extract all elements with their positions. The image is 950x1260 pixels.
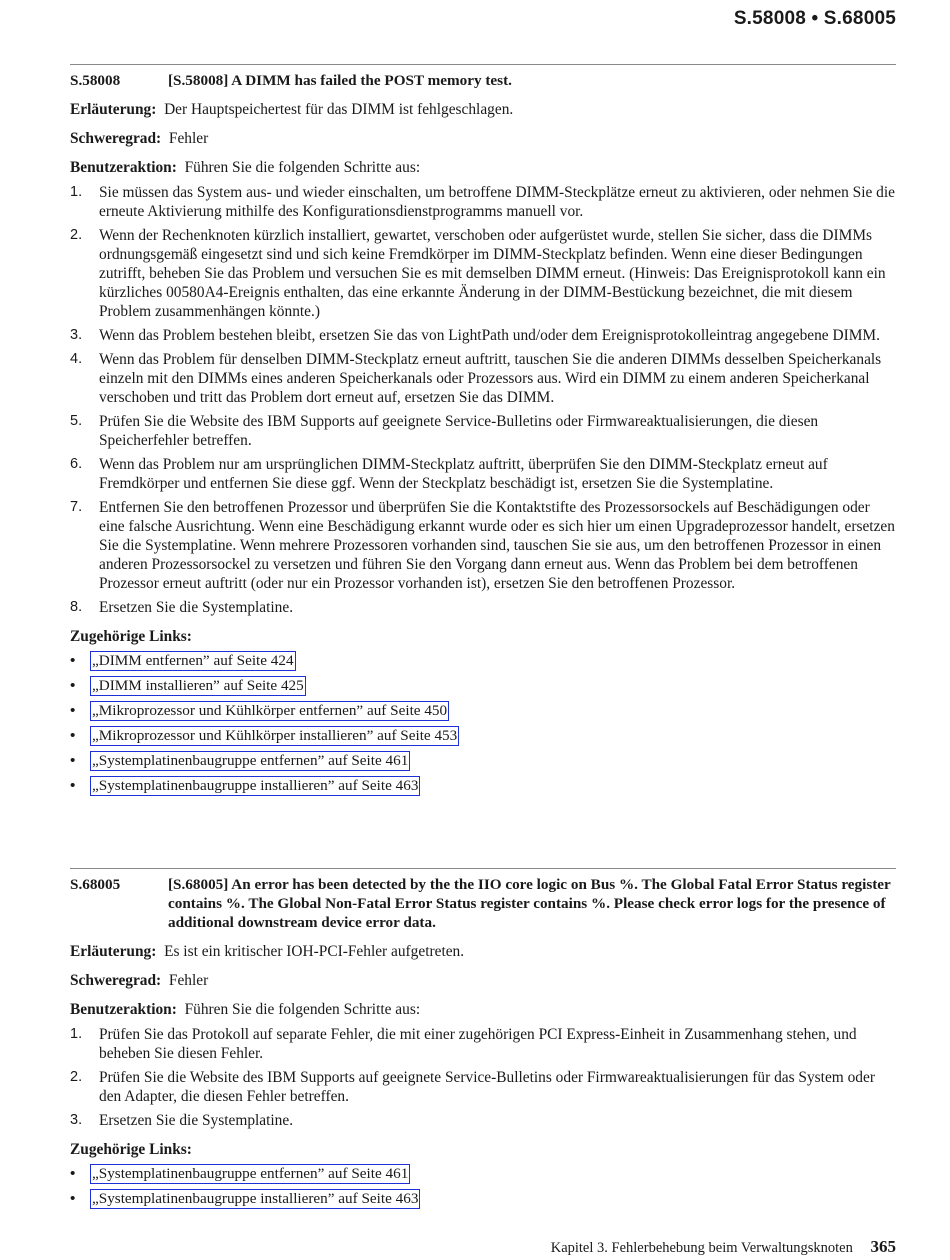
step-number: 2. [70, 227, 83, 243]
action-steps [70, 183, 896, 617]
explanation-text: Es ist ein kritischer IOH-PCI-Fehler aufgetreten. [164, 943, 465, 960]
related-links-heading: Zugehörige Links: [70, 1141, 192, 1158]
step-text: Ersetzen Sie die Systemplatine. [99, 599, 294, 616]
bullet-icon: • [70, 1165, 76, 1182]
list-item [70, 1111, 896, 1130]
list-item [70, 651, 896, 671]
list-item [70, 1025, 896, 1063]
footer-chapter: Kapitel 3. Fehlerbehebung beim Verwaltungsknoten [550, 1240, 853, 1256]
page-number: 365 [870, 1237, 896, 1256]
step-number: 5. [70, 413, 83, 429]
message-heading [70, 875, 896, 932]
explanation-label: Erläuterung: [70, 101, 157, 118]
user-action-label: Benutzeraktion: [70, 159, 177, 176]
message-heading [70, 71, 896, 90]
step-text: Wenn der Rechenknoten kürzlich installiert, gewartet, verschoben oder aufgerüstet wurde, stellen Sie sicher, dass die DIMMs ordnungsgemäß eingesetzt sind und sich keine Fremdkörper im DIMM-Steckplatz befinden. Wenn eine dieser Bedingungen zutrifft, beheben Sie das Problem und versuchen Sie es mit demselben DIMM erneut. (Hinweis: Das Ereignisprotokoll kann ein kürzliches 00580A4-Ereignis enthalten, das eine erkannte Änderung in der DIMM-Bestückung bezeichnet, die mit diesem Problem zusammenhängen könnte.) [99, 227, 886, 320]
severity-line [70, 129, 896, 148]
list-item [70, 751, 896, 771]
list-item [70, 776, 896, 796]
user-action-label: Benutzeraktion: [70, 1001, 177, 1018]
action-steps [70, 1025, 896, 1130]
list-item [70, 1189, 896, 1209]
severity-text: Fehler [168, 972, 209, 989]
list-item [70, 183, 896, 221]
list-item [70, 498, 896, 593]
bullet-icon: • [70, 702, 76, 719]
step-text: Prüfen Sie die Website des IBM Supports auf geeignete Service-Bulletins oder Firmwareaktualisierungen für das System oder den Adapter, die diesen Fehler betreffen. [99, 1069, 875, 1105]
explanation-text: Der Hauptspeichertest für das DIMM ist fehlgeschlagen. [164, 101, 514, 118]
bullet-icon: • [70, 677, 76, 694]
step-text: Wenn das Problem nur am ursprünglichen DIMM-Steckplatz auftritt, überprüfen Sie den DIMM-Steckplatz erneut auf Fremdkörper und entfernen Sie diese ggf. Wenn der Steckplatz beschädigt ist, ersetzen Sie die Systemplatine. [99, 456, 828, 492]
step-text: Prüfen Sie das Protokoll auf separate Fehler, die mit einer zugehörigen PCI Express-Einheit in Zusammenhang stehen, und beheben Sie diesen Fehler. [99, 1026, 857, 1062]
bullet-icon: • [70, 752, 76, 769]
user-action-text: Führen Sie die folgenden Schritte aus: [184, 159, 421, 176]
severity-label: Schweregrad: [70, 972, 162, 989]
list-item [70, 726, 896, 746]
link-systemboard-remove[interactable]: „Systemplatinenbaugruppe entfernen” auf Seite 461 [92, 752, 409, 769]
list-item [70, 412, 896, 450]
link-systemboard-install[interactable]: „Systemplatinenbaugruppe installieren” auf Seite 463 [92, 777, 419, 794]
list-item [70, 455, 896, 493]
section-rule [70, 868, 896, 869]
running-head: S.58008 • S.68005 [733, 8, 896, 29]
link-dimm-install[interactable]: „DIMM installieren” auf Seite 425 [92, 677, 304, 694]
step-text: Wenn das Problem bestehen bleibt, ersetzen Sie das von LightPath und/oder dem Ereignisprotokolleintrag angegebene DIMM. [99, 327, 880, 344]
severity-line [70, 971, 896, 990]
message-title: [S.68005] An error has been detected by the the IIO core logic on Bus %. The Global Fatal Error Status register contains %. The Global Non-Fatal Error Status register contains %. Please check error logs for the presence of additional downstream device error data. [168, 876, 891, 931]
user-action-line [70, 1000, 896, 1019]
list-item [70, 350, 896, 407]
list-item [70, 701, 896, 721]
list-item [70, 326, 896, 345]
page-footer [551, 1237, 896, 1257]
list-item [70, 676, 896, 696]
explanation-label: Erläuterung: [70, 943, 157, 960]
message-entry-s58008 [70, 71, 896, 801]
document-page [70, 0, 896, 1260]
section-rule [70, 64, 896, 65]
link-cpu-heatsink-install[interactable]: „Mikroprozessor und Kühlkörper installieren” auf Seite 453 [92, 727, 458, 744]
list-item [70, 598, 896, 617]
link-dimm-remove[interactable]: „DIMM entfernen” auf Seite 424 [92, 652, 294, 669]
step-text: Ersetzen Sie die Systemplatine. [99, 1112, 294, 1129]
step-number: 8. [70, 599, 83, 615]
step-number: 6. [70, 456, 83, 472]
related-links-list [70, 651, 896, 796]
message-entry-s68005 [70, 875, 896, 1214]
related-links-list [70, 1164, 896, 1209]
bullet-icon: • [70, 1190, 76, 1207]
list-item [70, 1164, 896, 1184]
step-text: Prüfen Sie die Website des IBM Supports auf geeignete Service-Bulletins oder Firmwareaktualisierungen, die diesen Speicherfehler betreffen. [99, 413, 819, 449]
step-number: 2. [70, 1069, 83, 1085]
step-number: 1. [70, 1026, 83, 1042]
step-number: 3. [70, 327, 83, 343]
list-item [70, 1068, 896, 1106]
link-systemboard-remove[interactable]: „Systemplatinenbaugruppe entfernen” auf Seite 461 [92, 1165, 409, 1182]
step-number: 7. [70, 499, 83, 515]
step-text: Wenn das Problem für denselben DIMM-Steckplatz erneut auftritt, tauschen Sie die anderen DIMMs desselben Speicherkanals einzeln mit den DIMMs eines anderen Speicherkanals oder Prozessors aus. Wird ein DIMM zu einem anderen Speicherkanal verschoben und tritt das Problem dort erneut auf, ersetzen Sie das DIMM. [99, 351, 882, 406]
list-item [70, 226, 896, 321]
link-systemboard-install[interactable]: „Systemplatinenbaugruppe installieren” auf Seite 463 [92, 1190, 419, 1207]
user-action-text: Führen Sie die folgenden Schritte aus: [184, 1001, 421, 1018]
step-number: 1. [70, 184, 83, 200]
step-text: Entfernen Sie den betroffenen Prozessor und überprüfen Sie die Kontaktstifte des Prozessorsockels auf Beschädigungen oder eine falsche Ausrichtung. Wenn eine Beschädigung erkannt wurde oder es sich hier um einen Upgradeprozessor handelt, ersetzen Sie die Systemplatine. Wenn mehrere Prozessoren vorhanden sind, tauschen Sie sie aus, um den betroffenen Prozessor in einen anderen Prozessorsockel zu versetzen und führen Sie den Vorgang dann erneut aus. Wenn das Problem bei dem betroffenen Prozessor erneut auftritt (oder nur ein Prozessor vorhanden ist), ersetzen Sie den betroffenen Prozessor. [99, 499, 895, 592]
step-number: 3. [70, 1112, 83, 1128]
bullet-icon: • [70, 652, 76, 669]
severity-label: Schweregrad: [70, 130, 162, 147]
step-text: Sie müssen das System aus- und wieder einschalten, um betroffene DIMM-Steckplätze erneut zu aktivieren, oder nehmen Sie die erneute Aktivierung mithilfe des Konfigurationsdienstprogramms manuell vor. [99, 184, 895, 220]
explanation-line [70, 100, 896, 119]
related-links-heading: Zugehörige Links: [70, 628, 192, 645]
message-code: S.68005 [70, 876, 121, 893]
bullet-icon: • [70, 777, 76, 794]
link-cpu-heatsink-remove[interactable]: „Mikroprozessor und Kühlkörper entfernen” auf Seite 450 [92, 702, 448, 719]
step-number: 4. [70, 351, 83, 367]
user-action-line [70, 158, 896, 177]
bullet-icon: • [70, 727, 76, 744]
severity-text: Fehler [168, 130, 209, 147]
message-title: [S.58008] A DIMM has failed the POST memory test. [168, 72, 512, 89]
message-code: S.58008 [70, 72, 121, 89]
explanation-line [70, 942, 896, 961]
